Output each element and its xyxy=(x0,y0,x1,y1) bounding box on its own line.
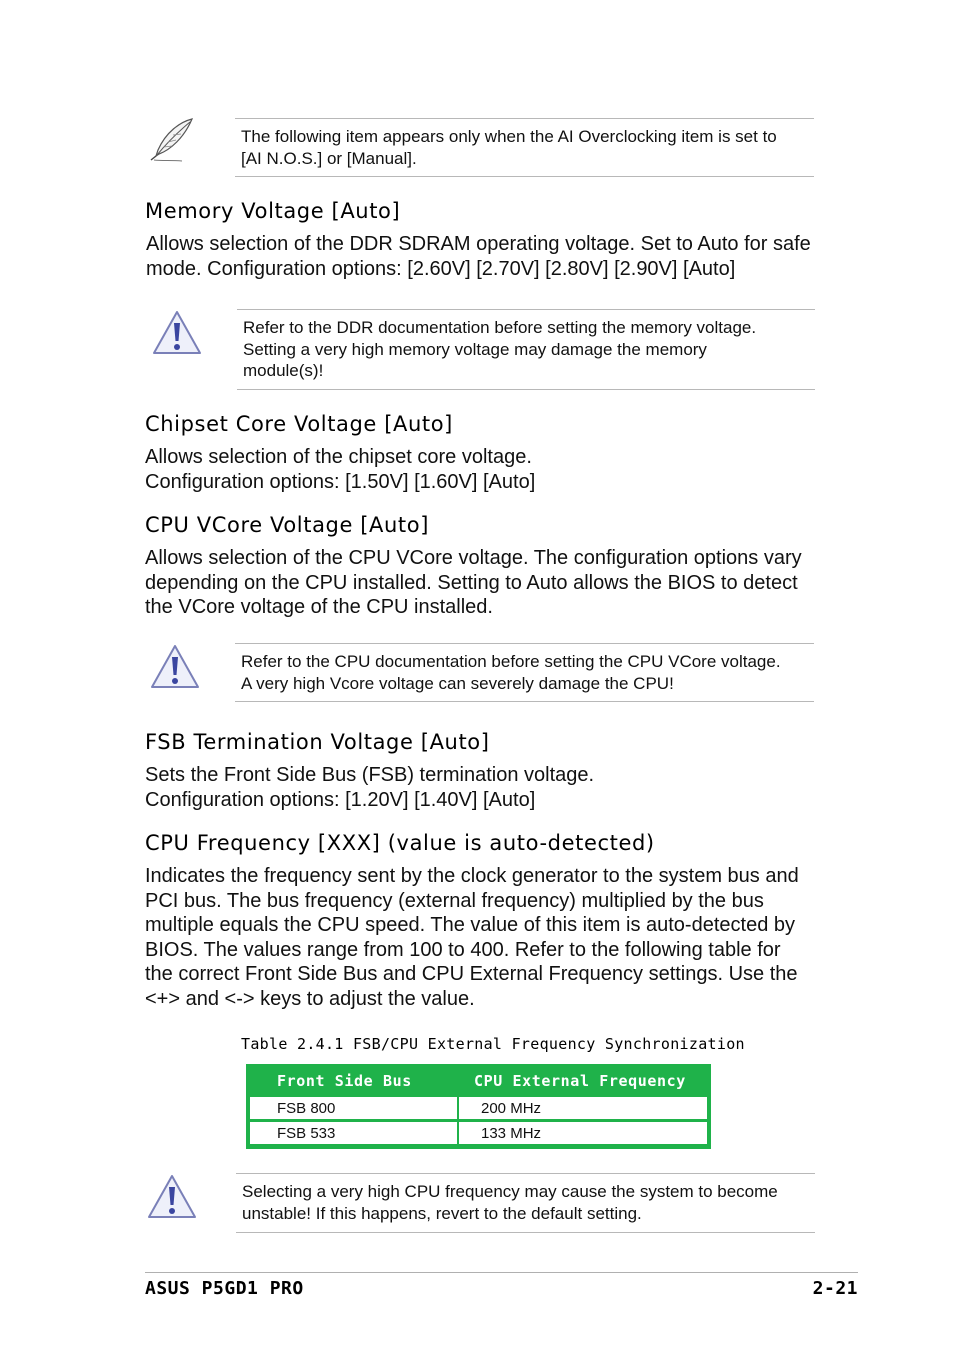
section-body: Allows selection of the CPU VCore voltage. The configuration options vary depending on the CPU installed. Setting to Auto allows the BIOS to detect the VCore voltage of the CPU installed. xyxy=(145,547,802,618)
warning-triangle-icon xyxy=(146,1173,198,1221)
warning-bottom-rule xyxy=(236,1232,815,1233)
warning-bottom-rule xyxy=(235,701,814,702)
section-heading: CPU Frequency [XXX] (value is auto-detected) xyxy=(145,831,655,855)
section-heading: Memory Voltage [Auto] xyxy=(145,199,401,223)
warning-top-rule xyxy=(235,643,814,644)
note-text: The following item appears only when the AI Overclocking item is set to [AI N.O.S.] or [Manual]. xyxy=(241,127,777,168)
section-heading: FSB Termination Voltage [Auto] xyxy=(145,730,490,754)
table-cell: 133 MHz xyxy=(481,1125,542,1142)
table-cell: FSB 533 xyxy=(277,1125,336,1142)
section-body: Allows selection of the DDR SDRAM operating voltage. Set to Auto for safe mode. Configuration options: [2.60V] [2.70V] [2.80V] [2.90V] [Auto] xyxy=(146,233,811,280)
warning-triangle-icon xyxy=(151,309,203,357)
note-bottom-rule xyxy=(235,176,814,177)
section-body: Allows selection of the chipset core voltage. Configuration options: [1.50V] [1.60V] [Auto] xyxy=(145,446,536,493)
warning-text: Refer to the CPU documentation before setting the CPU VCore voltage. A very high Vcore voltage can severely damage the CPU! xyxy=(241,652,781,693)
warning-text: Selecting a very high CPU frequency may cause the system to become unstable! If this happens, revert to the default setting. xyxy=(242,1182,778,1223)
frequency-table xyxy=(246,1064,711,1149)
feather-pen-icon xyxy=(146,116,198,164)
table-cell: 200 MHz xyxy=(481,1100,542,1117)
page-number: 2-21 xyxy=(812,1278,858,1299)
table-row xyxy=(250,1097,707,1119)
section-heading: Chipset Core Voltage [Auto] xyxy=(145,412,453,436)
warning-text: Refer to the DDR documentation before setting the memory voltage. Setting a very high memory voltage may damage the memory module(s)! xyxy=(243,318,757,380)
table-caption: Table 2.4.1 FSB/CPU External Frequency Synchronization xyxy=(241,1035,745,1053)
warning-triangle-icon xyxy=(149,643,201,691)
note-top-rule xyxy=(235,118,814,119)
footer-rule xyxy=(145,1272,858,1273)
warning-top-rule xyxy=(237,309,815,310)
table-header: CPU External Frequency xyxy=(474,1072,686,1090)
section-body: Sets the Front Side Bus (FSB) termination voltage. Configuration options: [1.20V] [1.40V] [Auto] xyxy=(145,764,595,811)
section-heading: CPU VCore Voltage [Auto] xyxy=(145,513,430,537)
table-header: Front Side Bus xyxy=(277,1072,412,1090)
section-body: Indicates the frequency sent by the clock generator to the system bus and PCI bus. The bus frequency (external frequency) multiplied by the bus multiple equals the CPU speed. The value of this item is auto-detected by BIOS. The values range from 100 to 400. Refer to the following table for the correct Front Side Bus and CPU External Frequency settings. Use the <+> and <-> keys to adjust the value. xyxy=(145,865,799,1010)
table-row xyxy=(250,1122,707,1144)
warning-top-rule xyxy=(236,1173,815,1174)
footer-product-name: ASUS P5GD1 PRO xyxy=(145,1278,304,1299)
table-cell: FSB 800 xyxy=(277,1100,336,1117)
warning-bottom-rule xyxy=(237,389,815,390)
